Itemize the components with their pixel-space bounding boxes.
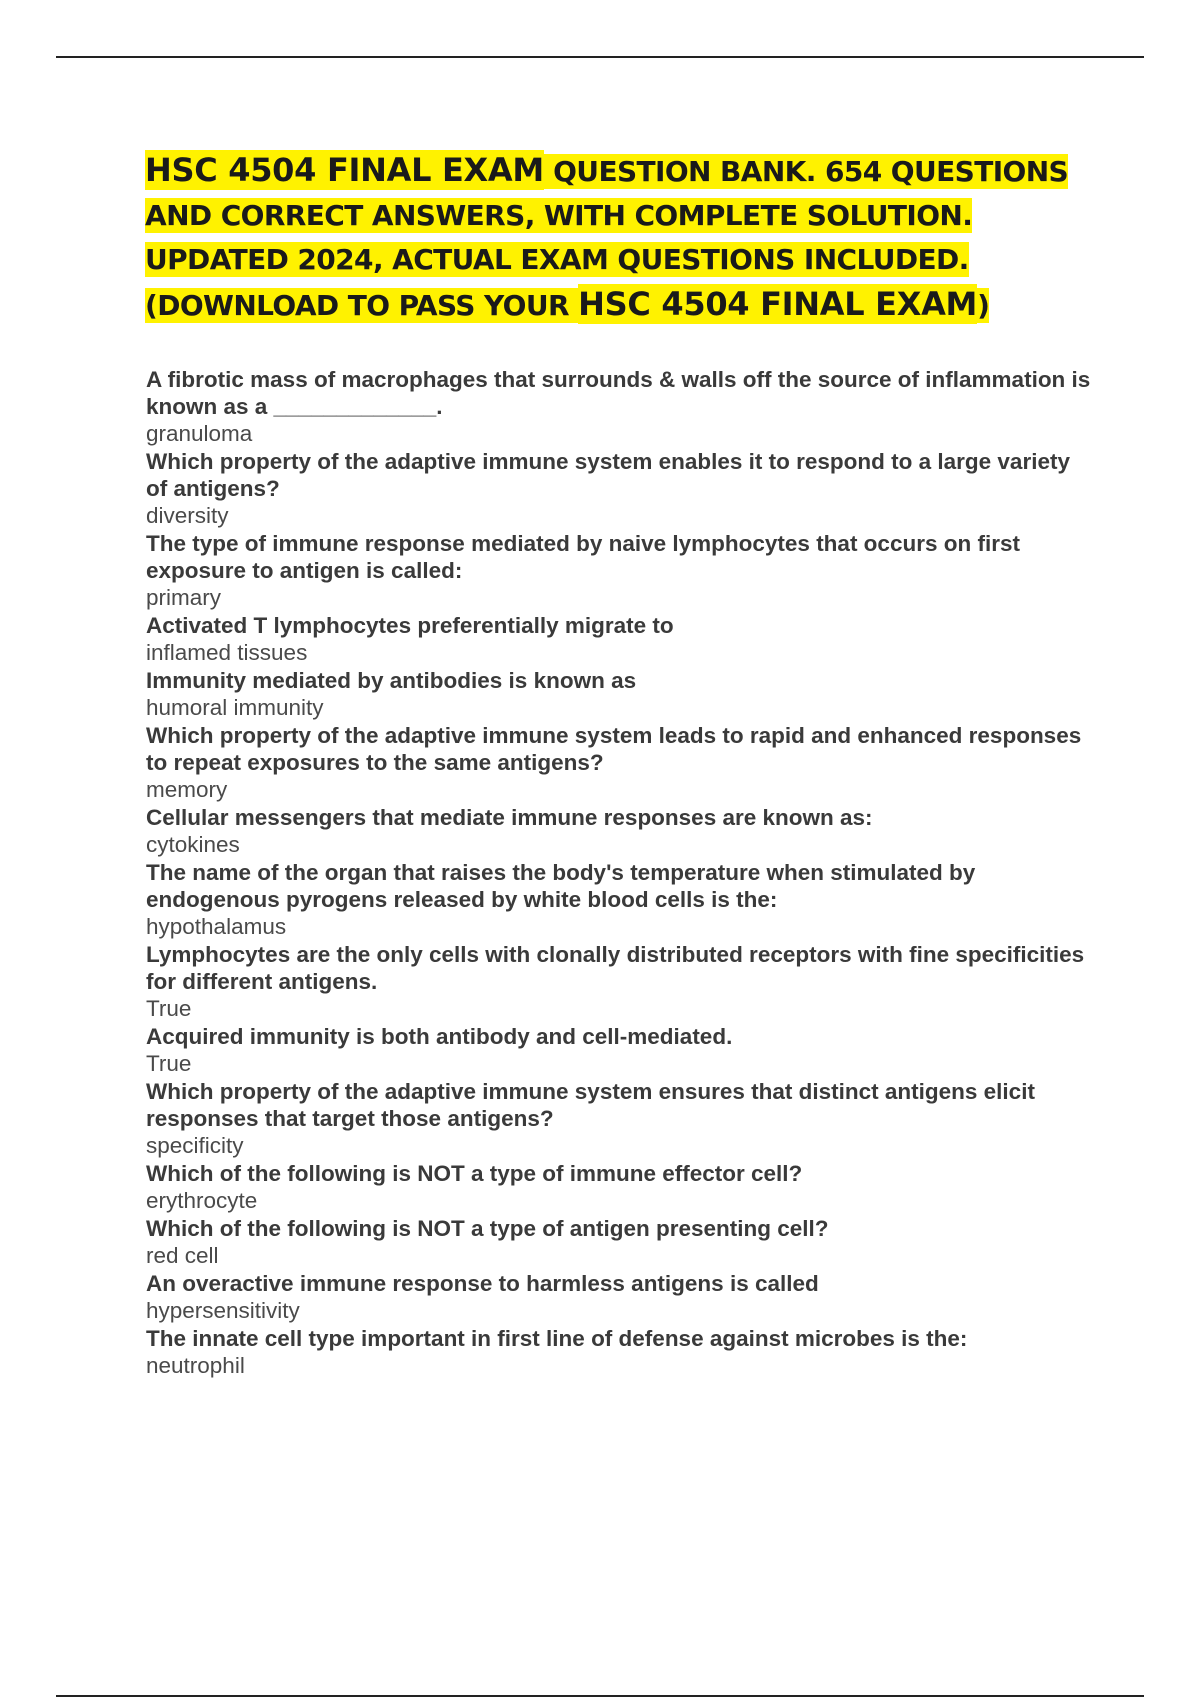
qa-item	[146, 1215, 1096, 1270]
title-course-code: HSC 4504 FINAL EXAM	[145, 151, 544, 189]
question-answer-list	[146, 366, 1096, 1380]
question-text: An overactive immune response to harmless antigens is called	[146, 1271, 819, 1296]
qa-item	[146, 612, 1096, 667]
footer-rule	[56, 1695, 1144, 1697]
qa-item	[146, 1270, 1096, 1325]
answer-text: primary	[146, 585, 222, 610]
question-text: Activated T lymphocytes preferentially migrate to	[146, 613, 674, 638]
question-text: Which property of the adaptive immune system leads to rapid and enhanced responses to repeat exposures to the same antigens?	[146, 723, 1082, 775]
question-text: Immunity mediated by antibodies is known as	[146, 668, 637, 693]
qa-item	[146, 1078, 1096, 1160]
qa-item	[146, 1160, 1096, 1215]
answer-text: True	[146, 996, 192, 1021]
qa-item	[146, 859, 1096, 941]
answer-text: specificity	[146, 1133, 244, 1158]
qa-item	[146, 530, 1096, 612]
question-text: The type of immune response mediated by naive lymphocytes that occurs on first exposure to antigen is called:	[146, 531, 1020, 583]
qa-item	[146, 448, 1096, 530]
answer-text: red cell	[146, 1243, 219, 1268]
title-course-code-end: HSC 4504 FINAL EXAM	[578, 285, 978, 323]
answer-text: diversity	[146, 503, 229, 528]
qa-item	[146, 941, 1096, 1023]
question-text: Which property of the adaptive immune system enables it to respond to a large variety of antigens?	[146, 449, 1070, 501]
qa-item	[146, 1325, 1096, 1380]
qa-item	[146, 667, 1096, 722]
question-text: Which of the following is NOT a type of immune effector cell?	[146, 1161, 803, 1186]
header-rule	[56, 56, 1144, 58]
question-text: Which of the following is NOT a type of antigen presenting cell?	[146, 1216, 829, 1241]
title-description: QUESTION BANK. 654 QUESTIONS AND CORRECT ANSWERS, WITH COMPLETE SOLUTION. UPDATED 2024, ACTUAL EXAM QUESTIONS INCLUDED. (DOWNLOAD TO PASS YOUR	[145, 155, 1069, 322]
answer-text: hypothalamus	[146, 914, 287, 939]
question-text: A fibrotic mass of macrophages that surrounds & walls off the source of inflammation is known as a _____________.	[146, 367, 1091, 419]
answer-text: cytokines	[146, 832, 240, 857]
question-text: The innate cell type important in first line of defense against microbes is the:	[146, 1326, 968, 1351]
answer-text: neutrophil	[146, 1353, 245, 1378]
answer-text: erythrocyte	[146, 1188, 258, 1213]
document-title	[145, 148, 1085, 328]
qa-item	[146, 722, 1096, 804]
qa-item	[146, 366, 1096, 448]
qa-item	[146, 804, 1096, 859]
answer-text: hypersensitivity	[146, 1298, 300, 1323]
answer-text: True	[146, 1051, 192, 1076]
answer-text: granuloma	[146, 421, 253, 446]
question-text: Acquired immunity is both antibody and cell-mediated.	[146, 1024, 733, 1049]
answer-text: humoral immunity	[146, 695, 324, 720]
question-text: Lymphocytes are the only cells with clonally distributed receptors with fine specificities for different antigens.	[146, 942, 1085, 994]
qa-item	[146, 1023, 1096, 1078]
answer-text: inflamed tissues	[146, 640, 308, 665]
question-text: Cellular messengers that mediate immune responses are known as:	[146, 805, 873, 830]
question-text: The name of the organ that raises the body's temperature when stimulated by endogenous pyrogens released by white blood cells is the:	[146, 860, 976, 912]
answer-text: memory	[146, 777, 228, 802]
question-text: Which property of the adaptive immune system ensures that distinct antigens elicit responses that target those antigens?	[146, 1079, 1035, 1131]
title-close-paren: )	[977, 289, 990, 322]
